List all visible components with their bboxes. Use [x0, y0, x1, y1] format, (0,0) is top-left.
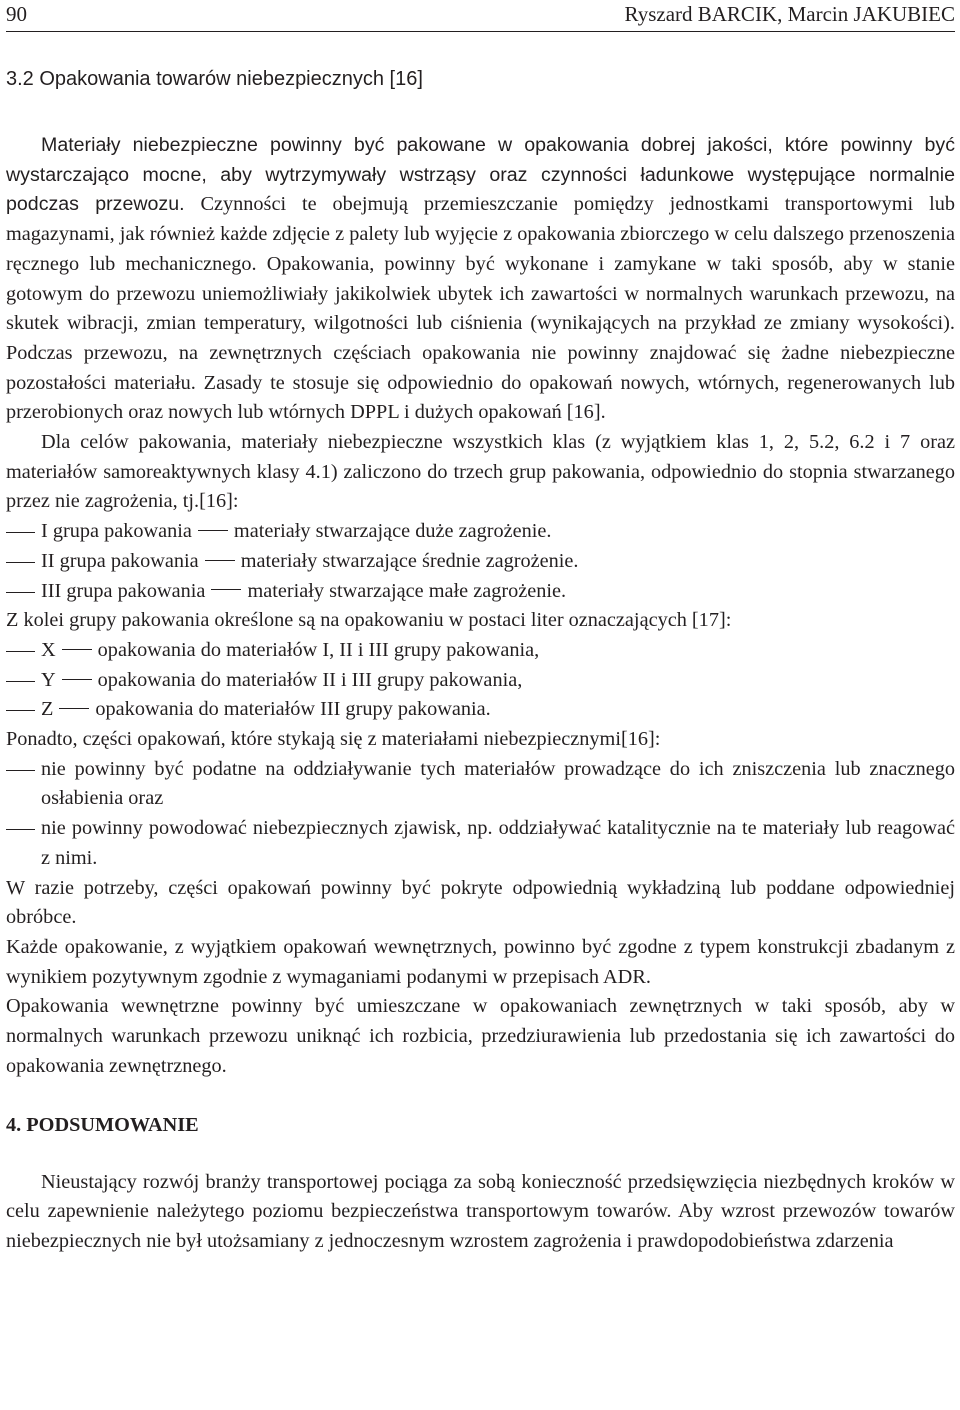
inline-dash [205, 560, 235, 561]
dash-bullet [6, 755, 41, 814]
dash-bullet [6, 814, 41, 873]
letters-list [6, 636, 955, 725]
list-item [6, 755, 955, 814]
dash-bullet [6, 517, 41, 547]
paragraph-letters-intro: Z kolei grupy pakowania określone są na opakowaniu w postaci liter oznaczających [17]: [6, 609, 732, 632]
group-name: III grupa pakowania [41, 579, 206, 602]
letter-code: Z [41, 698, 54, 721]
list-item-text: nie powinny powodować niebezpiecznych zjawisk, np. oddziaływać katalitycznie na te materiały lub reagować z nimi. [41, 817, 955, 869]
group-name: I grupa pakowania [41, 520, 192, 543]
running-header [6, 1, 955, 31]
header-rule [6, 31, 955, 32]
paragraph-serif-part: Czynności te obejmują przemieszczanie pomiędzy jednostkami transportowymi lub magazynami, jak również każde zdjęcie z palety lub wyjęcie z opakowania zbiorczego w celu dalszego przenoszenia ręcznego lub mechanicznego. Opakowania, powinny być wykonane i zamykane w taki sposób, aby w stanie gotowym do przewozu uniemożliwiały jakikolwiek ubytek ich zawartości w normalnych warunkach przewozu, na skutek wibracji, zmian temperatury, wilgotności lub ciśnienia (wynikających na przykład ze zmiany wysokości). Podczas przewozu, na zewnętrznych częściach opakowania nie powinny znajdować się żadne niebezpieczne pozostałości materiału. Zasady te stosuje się odpowiednio do opakowań nowych, wtórnych, regenerowanych lub przerobionych oraz nowych lub wtórnych DPPL i dużych opakowań [16]. [6, 193, 955, 424]
list-item [6, 577, 955, 607]
list-item [6, 695, 955, 725]
header-authors: Ryszard BARCIK, Marcin JAKUBIEC [624, 2, 955, 26]
section-heading-3-2: 3.2 Opakowania towarów niebezpiecznych [16] [6, 68, 423, 90]
list-item [6, 814, 955, 873]
group-desc: materiały stwarzające duże zagrożenie. [233, 520, 552, 543]
letter-desc: opakowania do materiałów I, II i III grupy pakowania, [97, 638, 540, 661]
inline-dash [59, 708, 89, 709]
paragraph-packaging-quality [6, 131, 955, 428]
letter-code: X [41, 638, 56, 661]
dash-bullet [6, 666, 41, 696]
paragraph-adr-compliance: Każde opakowanie, z wyjątkiem opakowań wewnętrznych, powinno być zgodne z typem konstrukcji zbadanym z wynikiem pozytywnym zgodnie z wymaganiami podanymi w przepisach ADR. [6, 935, 955, 988]
list-item [6, 547, 955, 577]
dash-bullet [6, 547, 41, 577]
paragraph-lining: W razie potrzeby, części opakowań powinny być pokryte odpowiednią wykładziną lub poddane odpowiedniej obróbce. [6, 876, 955, 929]
parts-list [6, 755, 955, 874]
letter-code: Y [41, 668, 56, 691]
letter-desc: opakowania do materiałów II i III grupy pakowania, [97, 668, 523, 691]
page-number: 90 [6, 2, 27, 26]
document-page [6, 0, 955, 1257]
paragraph-summary: Nieustający rozwój branży transportowej pociąga za sobą konieczność przedsięwzięcia niezbędnych kroków w celu zapewnienie należytego poziomu bezpieczeństwa transportowym towarów. Aby wzrost przewozów towarów niebezpiecznych nie był utożsamiany z jednoczesnym wzrostem zagrożenia i prawdopodobieństwa zdarzenia [6, 1170, 955, 1252]
list-item [6, 517, 955, 547]
dash-bullet [6, 636, 41, 666]
paragraph-sans-part: Materiały niebezpieczne powinny być pakowane w opakowania dobrej jakości, które powinny być wystarczająco mocne, aby wytrzymywały wstrząsy oraz czynności ładunkowe występujące normalnie podczas przewozu. [6, 134, 955, 216]
inline-dash [62, 679, 92, 680]
packing-groups-list [6, 517, 955, 606]
paragraph-packing-groups: Dla celów pakowania, materiały niebezpieczne wszystkich klas (z wyjątkiem klas 1, 2, 5.2, 6.2 i 7 oraz materiałów samoreaktywnych klasy 4.1) zaliczono do trzech grup pakowania, odpowiednio do stopnia stwarzanego przez nie zagrożenia, tj.[16]: [6, 431, 955, 513]
list-item [6, 666, 955, 696]
list-item-text: nie powinny być podatne na oddziaływanie tych materiałów prowadzące do ich zniszczenia lub znacznego osłabienia oraz [41, 757, 955, 810]
inline-dash [211, 589, 241, 590]
group-desc: materiały stwarzające średnie zagrożenie. [240, 549, 579, 572]
group-name: II grupa pakowania [41, 549, 199, 572]
paragraph-parts-intro: Ponadto, części opakowań, które stykają się z materiałami niebezpiecznymi[16]: [6, 728, 661, 751]
paragraph-inner-packaging: Opakowania wewnętrzne powinny być umieszczane w opakowaniach zewnętrznych w taki sposób, aby w normalnych warunkach przewozu uniknąć ich rozbicia, przedziurawienia lub przedostania się ich zawartości do opakowania zewnętrznego. [6, 995, 955, 1077]
letter-desc: opakowania do materiałów III grupy pakowania. [95, 698, 491, 721]
group-desc: materiały stwarzające małe zagrożenie. [247, 579, 567, 602]
inline-dash [62, 649, 92, 650]
dash-bullet [6, 577, 41, 607]
list-item [6, 636, 955, 666]
inline-dash [198, 530, 228, 531]
dash-bullet [6, 695, 41, 725]
section-heading-4: 4. PODSUMOWANIE [6, 1113, 199, 1136]
